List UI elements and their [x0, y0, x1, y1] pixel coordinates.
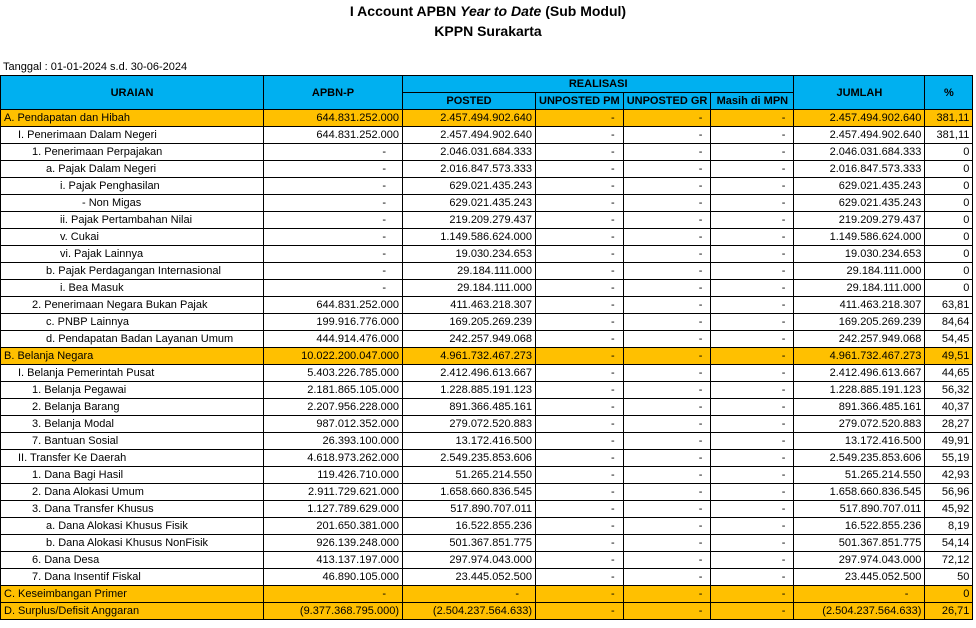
row-masih-mpn: - — [711, 127, 794, 144]
row-unposted-gr: - — [623, 365, 711, 382]
row-masih-mpn: - — [711, 586, 794, 603]
row-apbn: - — [264, 212, 403, 229]
row-label: 6. Dana Desa — [1, 552, 264, 569]
row-jumlah: 29.184.111.000 — [794, 280, 925, 297]
row-masih-mpn: - — [711, 518, 794, 535]
row-unposted-pm: - — [536, 484, 624, 501]
row-masih-mpn: - — [711, 552, 794, 569]
row-masih-mpn: - — [711, 178, 794, 195]
row-unposted-pm: - — [536, 144, 624, 161]
row-posted: (2.504.237.564.633) — [403, 603, 536, 620]
report-title — [0, 3, 976, 19]
row-jumlah: 517.890.707.011 — [794, 501, 925, 518]
row-unposted-pm: - — [536, 552, 624, 569]
row-apbn: 444.914.476.000 — [264, 331, 403, 348]
row-masih-mpn: - — [711, 365, 794, 382]
row-posted: 16.522.855.236 — [403, 518, 536, 535]
table-row — [1, 195, 973, 212]
row-label: ii. Pajak Pertambahan Nilai — [1, 212, 264, 229]
row-unposted-gr: - — [623, 586, 711, 603]
table-row — [1, 348, 973, 365]
row-apbn: 644.831.252.000 — [264, 297, 403, 314]
row-posted: 242.257.949.068 — [403, 331, 536, 348]
row-apbn: - — [264, 586, 403, 603]
row-label: i. Pajak Penghasilan — [1, 178, 264, 195]
row-jumlah: 629.021.435.243 — [794, 195, 925, 212]
row-pct: 0 — [925, 195, 973, 212]
row-apbn: (9.377.368.795.000) — [264, 603, 403, 620]
report-subtitle: KPPN Surakarta — [434, 23, 542, 39]
row-posted: 411.463.218.307 — [403, 297, 536, 314]
table-row — [1, 212, 973, 229]
row-pct: 381,11 — [925, 127, 973, 144]
row-pct: 0 — [925, 212, 973, 229]
row-jumlah: 23.445.052.500 — [794, 569, 925, 586]
row-apbn: - — [264, 280, 403, 297]
row-masih-mpn: - — [711, 399, 794, 416]
row-posted: 1.228.885.191.123 — [403, 382, 536, 399]
row-posted: 169.205.269.239 — [403, 314, 536, 331]
row-unposted-gr: - — [623, 484, 711, 501]
row-apbn: 1.127.789.629.000 — [264, 501, 403, 518]
row-unposted-pm: - — [536, 348, 624, 365]
row-apbn: - — [264, 229, 403, 246]
table-row — [1, 246, 973, 263]
row-jumlah: 297.974.043.000 — [794, 552, 925, 569]
row-unposted-pm: - — [536, 518, 624, 535]
row-masih-mpn: - — [711, 229, 794, 246]
row-unposted-gr: - — [623, 297, 711, 314]
row-label: II. Transfer Ke Daerah — [1, 450, 264, 467]
row-apbn: - — [264, 246, 403, 263]
row-posted: 2.457.494.902.640 — [403, 127, 536, 144]
table-row — [1, 467, 973, 484]
row-masih-mpn: - — [711, 484, 794, 501]
row-pct: 50 — [925, 569, 973, 586]
date-range: Tanggal : 01-01-2024 s.d. 30-06-2024 — [3, 61, 188, 73]
row-unposted-pm: - — [536, 433, 624, 450]
row-pct: 54,45 — [925, 331, 973, 348]
row-posted: 2.046.031.684.333 — [403, 144, 536, 161]
row-unposted-pm: - — [536, 297, 624, 314]
row-apbn: 5.403.226.785.000 — [264, 365, 403, 382]
row-pct: 42,93 — [925, 467, 973, 484]
row-masih-mpn: - — [711, 161, 794, 178]
row-apbn: 413.137.197.000 — [264, 552, 403, 569]
header-unposted-gr: UNPOSTED GR — [623, 93, 711, 110]
row-pct: 55,19 — [925, 450, 973, 467]
row-jumlah: 891.366.485.161 — [794, 399, 925, 416]
table-row — [1, 263, 973, 280]
apbn-table — [0, 75, 973, 620]
row-masih-mpn: - — [711, 331, 794, 348]
row-posted: 2.412.496.613.667 — [403, 365, 536, 382]
header-masih-mpn: Masih di MPN — [711, 93, 794, 110]
row-pct: 49,51 — [925, 348, 973, 365]
row-unposted-gr: - — [623, 348, 711, 365]
row-pct: 0 — [925, 586, 973, 603]
table-row — [1, 518, 973, 535]
row-unposted-gr: - — [623, 229, 711, 246]
row-unposted-pm: - — [536, 263, 624, 280]
row-unposted-gr: - — [623, 246, 711, 263]
row-unposted-pm: - — [536, 603, 624, 620]
row-label: c. PNBP Lainnya — [1, 314, 264, 331]
row-jumlah: 16.522.855.236 — [794, 518, 925, 535]
row-pct: 56,32 — [925, 382, 973, 399]
row-masih-mpn: - — [711, 144, 794, 161]
row-unposted-pm: - — [536, 110, 624, 127]
row-jumlah: 19.030.234.653 — [794, 246, 925, 263]
row-jumlah: (2.504.237.564.633) — [794, 603, 925, 620]
row-jumlah: 51.265.214.550 — [794, 467, 925, 484]
table-row — [1, 484, 973, 501]
table-row — [1, 331, 973, 348]
row-label: 7. Dana Insentif Fiskal — [1, 569, 264, 586]
row-unposted-pm: - — [536, 586, 624, 603]
row-apbn: - — [264, 161, 403, 178]
row-apbn: 2.207.956.228.000 — [264, 399, 403, 416]
row-posted: 219.209.279.437 — [403, 212, 536, 229]
row-apbn: 26.393.100.000 — [264, 433, 403, 450]
row-unposted-pm: - — [536, 535, 624, 552]
row-apbn: - — [264, 195, 403, 212]
row-pct: 0 — [925, 161, 973, 178]
row-pct: 49,91 — [925, 433, 973, 450]
row-unposted-gr: - — [623, 467, 711, 484]
row-unposted-gr: - — [623, 314, 711, 331]
row-jumlah: 279.072.520.883 — [794, 416, 925, 433]
row-masih-mpn: - — [711, 280, 794, 297]
row-unposted-gr: - — [623, 144, 711, 161]
row-unposted-gr: - — [623, 399, 711, 416]
row-unposted-gr: - — [623, 416, 711, 433]
title-italic: Year to Date — [460, 3, 542, 19]
row-pct: 8,19 — [925, 518, 973, 535]
header-jumlah: JUMLAH — [794, 76, 925, 110]
row-apbn: - — [264, 178, 403, 195]
row-jumlah: 2.457.494.902.640 — [794, 110, 925, 127]
row-label: b. Dana Alokasi Khusus NonFisik — [1, 535, 264, 552]
title-prefix: I Account APBN — [349, 3, 461, 19]
table-row — [1, 297, 973, 314]
row-pct: 0 — [925, 229, 973, 246]
row-apbn: 2.181.865.105.000 — [264, 382, 403, 399]
row-label: 2. Dana Alokasi Umum — [1, 484, 264, 501]
header-realisasi: REALISASI — [403, 76, 794, 93]
row-label: A. Pendapatan dan Hibah — [1, 110, 264, 127]
row-label: I. Penerimaan Dalam Negeri — [1, 127, 264, 144]
row-pct: 0 — [925, 178, 973, 195]
table-body — [1, 110, 973, 620]
row-pct: 381,11 — [925, 110, 973, 127]
table-row — [1, 144, 973, 161]
row-masih-mpn: - — [711, 535, 794, 552]
row-unposted-pm: - — [536, 314, 624, 331]
row-label: 1. Belanja Pegawai — [1, 382, 264, 399]
row-unposted-gr: - — [623, 280, 711, 297]
header-posted: POSTED — [403, 93, 536, 110]
row-jumlah: 4.961.732.467.273 — [794, 348, 925, 365]
row-apbn: 644.831.252.000 — [264, 110, 403, 127]
row-jumlah: 501.367.851.775 — [794, 535, 925, 552]
row-label: 3. Dana Transfer Khusus — [1, 501, 264, 518]
row-label: B. Belanja Negara — [1, 348, 264, 365]
row-pct: 40,37 — [925, 399, 973, 416]
row-masih-mpn: - — [711, 348, 794, 365]
table-row — [1, 450, 973, 467]
row-jumlah: 2.016.847.573.333 — [794, 161, 925, 178]
table-row — [1, 178, 973, 195]
row-unposted-pm: - — [536, 246, 624, 263]
header-apbn: APBN-P — [264, 76, 403, 110]
row-label: i. Bea Masuk — [1, 280, 264, 297]
row-posted: 4.961.732.467.273 — [403, 348, 536, 365]
row-unposted-pm: - — [536, 229, 624, 246]
row-unposted-pm: - — [536, 127, 624, 144]
row-posted: - — [403, 586, 536, 603]
row-masih-mpn: - — [711, 314, 794, 331]
row-unposted-gr: - — [623, 552, 711, 569]
row-unposted-gr: - — [623, 603, 711, 620]
row-unposted-gr: - — [623, 433, 711, 450]
row-pct: 0 — [925, 263, 973, 280]
row-posted: 1.149.586.624.000 — [403, 229, 536, 246]
row-unposted-pm: - — [536, 195, 624, 212]
header-pct: % — [925, 76, 973, 110]
row-unposted-gr: - — [623, 212, 711, 229]
row-jumlah: 1.228.885.191.123 — [794, 382, 925, 399]
row-label: 3. Belanja Modal — [1, 416, 264, 433]
row-unposted-gr: - — [623, 110, 711, 127]
row-unposted-pm: - — [536, 450, 624, 467]
row-pct: 44,65 — [925, 365, 973, 382]
row-posted: 891.366.485.161 — [403, 399, 536, 416]
row-jumlah: 13.172.416.500 — [794, 433, 925, 450]
row-apbn: 2.911.729.621.000 — [264, 484, 403, 501]
row-label: a. Dana Alokasi Khusus Fisik — [1, 518, 264, 535]
row-unposted-pm: - — [536, 467, 624, 484]
title-suffix: (Sub Modul) — [541, 3, 627, 19]
row-apbn: 987.012.352.000 — [264, 416, 403, 433]
row-jumlah: - — [794, 586, 925, 603]
row-unposted-gr: - — [623, 263, 711, 280]
row-label: 1. Dana Bagi Hasil — [1, 467, 264, 484]
row-posted: 517.890.707.011 — [403, 501, 536, 518]
table-row — [1, 280, 973, 297]
row-label: d. Pendapatan Badan Layanan Umum — [1, 331, 264, 348]
row-apbn: 199.916.776.000 — [264, 314, 403, 331]
row-unposted-pm: - — [536, 331, 624, 348]
row-masih-mpn: - — [711, 433, 794, 450]
row-masih-mpn: - — [711, 450, 794, 467]
row-unposted-gr: - — [623, 450, 711, 467]
row-posted: 2.549.235.853.606 — [403, 450, 536, 467]
row-unposted-pm: - — [536, 416, 624, 433]
row-apbn: 644.831.252.000 — [264, 127, 403, 144]
row-label: - Non Migas — [1, 195, 264, 212]
row-posted: 2.016.847.573.333 — [403, 161, 536, 178]
row-pct: 0 — [925, 144, 973, 161]
row-masih-mpn: - — [711, 110, 794, 127]
row-jumlah: 2.412.496.613.667 — [794, 365, 925, 382]
row-posted: 629.021.435.243 — [403, 178, 536, 195]
row-jumlah: 169.205.269.239 — [794, 314, 925, 331]
row-posted: 279.072.520.883 — [403, 416, 536, 433]
table-row — [1, 535, 973, 552]
row-posted: 297.974.043.000 — [403, 552, 536, 569]
table-row — [1, 416, 973, 433]
row-pct: 0 — [925, 246, 973, 263]
row-apbn: 201.650.381.000 — [264, 518, 403, 535]
row-apbn: 926.139.248.000 — [264, 535, 403, 552]
row-pct: 72,12 — [925, 552, 973, 569]
row-posted: 29.184.111.000 — [403, 263, 536, 280]
row-unposted-gr: - — [623, 382, 711, 399]
row-masih-mpn: - — [711, 416, 794, 433]
row-masih-mpn: - — [711, 246, 794, 263]
row-unposted-pm: - — [536, 212, 624, 229]
table-row — [1, 569, 973, 586]
row-label: vi. Pajak Lainnya — [1, 246, 264, 263]
row-pct: 63,81 — [925, 297, 973, 314]
row-apbn: 119.426.710.000 — [264, 467, 403, 484]
row-unposted-pm: - — [536, 178, 624, 195]
row-posted: 629.021.435.243 — [403, 195, 536, 212]
row-unposted-gr: - — [623, 195, 711, 212]
table-row — [1, 161, 973, 178]
row-apbn: - — [264, 144, 403, 161]
row-label: D. Surplus/Defisit Anggaran — [1, 603, 264, 620]
row-jumlah: 219.209.279.437 — [794, 212, 925, 229]
row-unposted-gr: - — [623, 501, 711, 518]
header-uraian: URAIAN — [1, 76, 264, 110]
row-apbn: 10.022.200.047.000 — [264, 348, 403, 365]
row-posted: 1.658.660.836.545 — [403, 484, 536, 501]
row-unposted-gr: - — [623, 569, 711, 586]
row-posted: 501.367.851.775 — [403, 535, 536, 552]
row-posted: 29.184.111.000 — [403, 280, 536, 297]
row-masih-mpn: - — [711, 603, 794, 620]
row-masih-mpn: - — [711, 382, 794, 399]
row-pct: 28,27 — [925, 416, 973, 433]
row-unposted-gr: - — [623, 178, 711, 195]
table-row — [1, 127, 973, 144]
row-unposted-pm: - — [536, 501, 624, 518]
row-unposted-pm: - — [536, 399, 624, 416]
row-unposted-pm: - — [536, 161, 624, 178]
row-masih-mpn: - — [711, 212, 794, 229]
row-masih-mpn: - — [711, 501, 794, 518]
row-masih-mpn: - — [711, 297, 794, 314]
row-jumlah: 1.658.660.836.545 — [794, 484, 925, 501]
table-row — [1, 382, 973, 399]
row-pct: 84,64 — [925, 314, 973, 331]
row-pct: 45,92 — [925, 501, 973, 518]
row-pct: 54,14 — [925, 535, 973, 552]
row-unposted-gr: - — [623, 161, 711, 178]
row-label: a. Pajak Dalam Negeri — [1, 161, 264, 178]
table-row — [1, 501, 973, 518]
row-unposted-gr: - — [623, 535, 711, 552]
row-jumlah: 411.463.218.307 — [794, 297, 925, 314]
row-jumlah: 29.184.111.000 — [794, 263, 925, 280]
row-label: I. Belanja Pemerintah Pusat — [1, 365, 264, 382]
row-label: b. Pajak Perdagangan Internasional — [1, 263, 264, 280]
row-posted: 51.265.214.550 — [403, 467, 536, 484]
row-posted: 23.445.052.500 — [403, 569, 536, 586]
row-pct: 26,71 — [925, 603, 973, 620]
row-jumlah: 242.257.949.068 — [794, 331, 925, 348]
row-masih-mpn: - — [711, 569, 794, 586]
table-row — [1, 433, 973, 450]
row-label: 2. Penerimaan Negara Bukan Pajak — [1, 297, 264, 314]
row-apbn: 46.890.105.000 — [264, 569, 403, 586]
row-unposted-gr: - — [623, 518, 711, 535]
row-label: v. Cukai — [1, 229, 264, 246]
row-posted: 19.030.234.653 — [403, 246, 536, 263]
row-unposted-pm: - — [536, 569, 624, 586]
row-unposted-gr: - — [623, 331, 711, 348]
row-jumlah: 2.549.235.853.606 — [794, 450, 925, 467]
row-label: 7. Bantuan Sosial — [1, 433, 264, 450]
row-jumlah: 1.149.586.624.000 — [794, 229, 925, 246]
table-row — [1, 552, 973, 569]
row-jumlah: 629.021.435.243 — [794, 178, 925, 195]
row-label: 1. Penerimaan Perpajakan — [1, 144, 264, 161]
row-masih-mpn: - — [711, 263, 794, 280]
table-row — [1, 229, 973, 246]
row-posted: 2.457.494.902.640 — [403, 110, 536, 127]
header-unposted-pm: UNPOSTED PM — [536, 93, 624, 110]
row-pct: 0 — [925, 280, 973, 297]
table-row — [1, 365, 973, 382]
row-unposted-pm: - — [536, 280, 624, 297]
row-unposted-pm: - — [536, 382, 624, 399]
table-row — [1, 399, 973, 416]
row-jumlah: 2.046.031.684.333 — [794, 144, 925, 161]
row-masih-mpn: - — [711, 195, 794, 212]
table-row — [1, 314, 973, 331]
table-row — [1, 603, 973, 620]
table-row — [1, 110, 973, 127]
row-unposted-gr: - — [623, 127, 711, 144]
row-apbn: - — [264, 263, 403, 280]
row-masih-mpn: - — [711, 467, 794, 484]
row-unposted-pm: - — [536, 365, 624, 382]
row-pct: 56,96 — [925, 484, 973, 501]
row-label: 2. Belanja Barang — [1, 399, 264, 416]
table-row — [1, 586, 973, 603]
row-label: C. Keseimbangan Primer — [1, 586, 264, 603]
row-jumlah: 2.457.494.902.640 — [794, 127, 925, 144]
row-posted: 13.172.416.500 — [403, 433, 536, 450]
row-apbn: 4.618.973.262.000 — [264, 450, 403, 467]
